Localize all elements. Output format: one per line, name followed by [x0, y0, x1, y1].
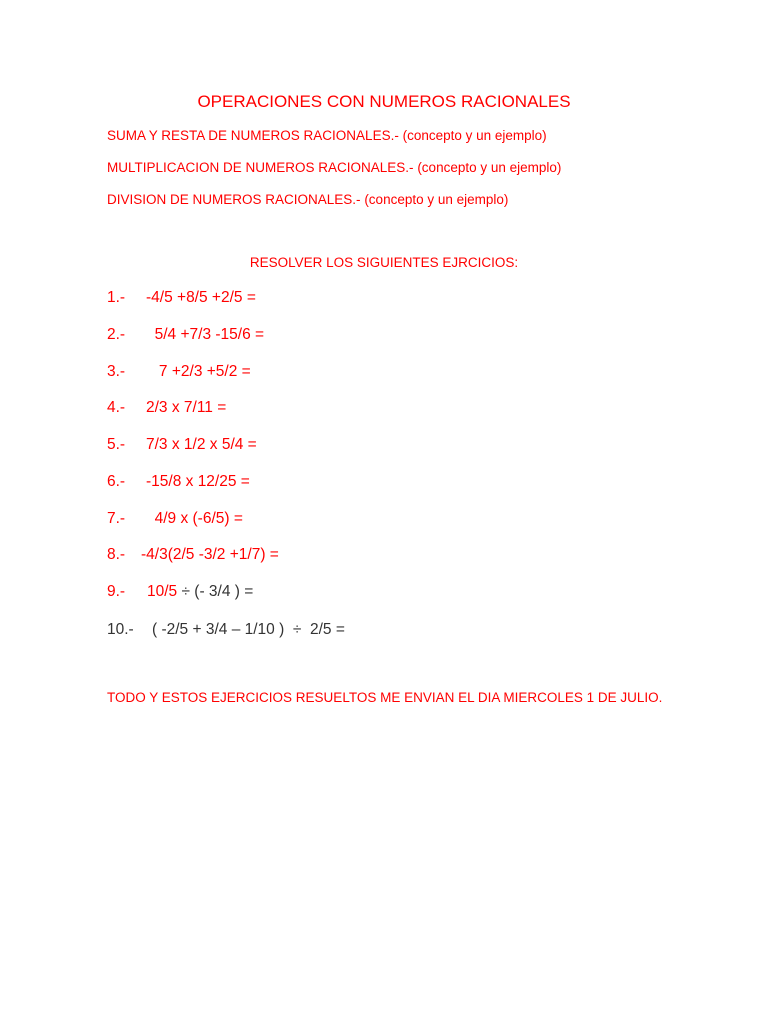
exercise-number: 10.-	[107, 621, 134, 638]
exercise-10	[107, 621, 345, 639]
exercise-expression: 5/4 +7/3 -15/6 =	[146, 326, 265, 343]
topic-label: DIVISION DE NUMEROS RACIONALES.-	[107, 192, 361, 207]
exercise-expression: 2/3 x 7/11 =	[146, 399, 227, 416]
exercise-expression: -4/5 +8/5 +2/5 =	[146, 289, 256, 306]
topic-sum-subtract	[107, 128, 547, 144]
exercise-expression: 4/9 x (-6/5) =	[146, 510, 243, 527]
exercise-expression: 7/3 x 1/2 x 5/4 =	[146, 436, 257, 453]
topic-multiplication	[107, 160, 561, 176]
exercise-2	[107, 326, 264, 344]
exercise-5	[107, 436, 257, 454]
exercise-number: 1.-	[107, 289, 126, 306]
exercise-expression: -15/8 x 12/25 =	[146, 473, 250, 490]
deadline-note: TODO Y ESTOS EJERCICIOS RESUELTOS ME ENVIAN EL DIA MIERCOLES 1 DE JULIO.	[107, 690, 663, 705]
exercise-number: 7.-	[107, 510, 126, 527]
exercise-expression-tail: ÷ (- 3/4 ) =	[177, 583, 254, 600]
exercise-expression: -4/3(2/5 -3/2 +1/7) =	[141, 546, 279, 563]
exercise-1	[107, 289, 256, 307]
topic-label: MULTIPLICACION DE NUMEROS RACIONALES.-	[107, 160, 414, 175]
exercise-number: 9.-	[107, 583, 126, 600]
topic-note: (concepto y un ejemplo)	[417, 160, 562, 175]
exercise-9	[107, 583, 253, 601]
exercise-expression: 7 +2/3 +5/2 =	[146, 363, 251, 380]
exercise-expression: ( -2/5 + 3/4 – 1/10 ) ÷ 2/5 =	[152, 621, 345, 638]
exercise-number: 4.-	[107, 399, 126, 416]
topic-note: (concepto y un ejemplo)	[402, 128, 547, 143]
exercise-8	[107, 546, 279, 564]
exercise-number: 2.-	[107, 326, 126, 343]
topic-label: SUMA Y RESTA DE NUMEROS RACIONALES.-	[107, 128, 399, 143]
exercise-number: 3.-	[107, 363, 126, 380]
exercise-number: 8.-	[107, 546, 126, 563]
exercise-7	[107, 510, 243, 528]
exercise-4	[107, 399, 226, 417]
exercise-number: 6.-	[107, 473, 126, 490]
exercise-3	[107, 363, 251, 381]
exercise-expression: 10/5	[147, 583, 178, 600]
exercise-number: 5.-	[107, 436, 126, 453]
exercise-6	[107, 473, 250, 491]
topic-note: (concepto y un ejemplo)	[364, 192, 509, 207]
instruction-text: RESOLVER LOS SIGUIENTES EJRCICIOS:	[249, 255, 519, 270]
page-title: OPERACIONES CON NUMEROS RACIONALES	[197, 92, 571, 111]
topic-division	[107, 192, 508, 208]
